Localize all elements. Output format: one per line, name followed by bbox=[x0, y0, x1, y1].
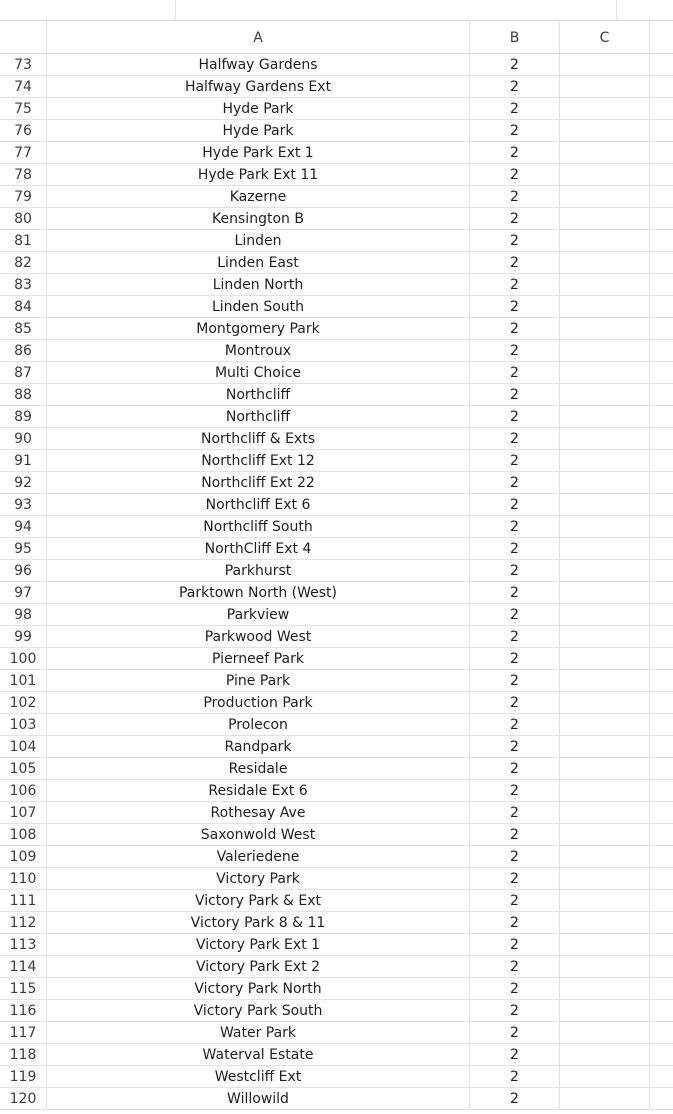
cell-d[interactable] bbox=[650, 406, 673, 427]
cell-d[interactable] bbox=[650, 230, 673, 251]
cell-b[interactable]: 2 bbox=[470, 890, 560, 911]
cell-a[interactable]: Linden East bbox=[47, 252, 470, 273]
cell-c[interactable] bbox=[560, 252, 650, 273]
column-header-b[interactable]: B bbox=[470, 21, 560, 53]
cell-c[interactable] bbox=[560, 76, 650, 97]
cell-b[interactable]: 2 bbox=[470, 516, 560, 537]
cell-b[interactable]: 2 bbox=[470, 758, 560, 779]
cell-c[interactable] bbox=[560, 538, 650, 559]
table-row bbox=[0, 164, 673, 186]
cell-a[interactable]: Valeriedene bbox=[47, 846, 470, 867]
table-row bbox=[0, 934, 673, 956]
cell-b[interactable]: 2 bbox=[470, 934, 560, 955]
cell-d[interactable] bbox=[650, 1088, 673, 1109]
row-number-cell[interactable]: 76 bbox=[0, 120, 47, 141]
cell-a[interactable]: Northcliff South bbox=[47, 516, 470, 537]
table-row bbox=[0, 406, 673, 428]
cell-a[interactable]: Victory Park North bbox=[47, 978, 470, 999]
cell-c[interactable] bbox=[560, 274, 650, 295]
cell-d[interactable] bbox=[650, 648, 673, 669]
table-row bbox=[0, 1000, 673, 1022]
cell-b[interactable]: 2 bbox=[470, 868, 560, 889]
table-row bbox=[0, 560, 673, 582]
cell-c[interactable] bbox=[560, 142, 650, 163]
cell-b[interactable]: 2 bbox=[470, 1066, 560, 1087]
cell-d[interactable] bbox=[650, 714, 673, 735]
cell-a[interactable]: Westcliff Ext bbox=[47, 1066, 470, 1087]
table-row bbox=[0, 846, 673, 868]
row-number-cell[interactable]: 74 bbox=[0, 76, 47, 97]
row-number-cell[interactable]: 116 bbox=[0, 1000, 47, 1021]
cell-c[interactable] bbox=[560, 648, 650, 669]
table-row bbox=[0, 604, 673, 626]
cell-d[interactable] bbox=[650, 890, 673, 911]
cell-d[interactable] bbox=[650, 868, 673, 889]
cell-b[interactable]: 2 bbox=[470, 406, 560, 427]
table-row bbox=[0, 956, 673, 978]
cell-b[interactable]: 2 bbox=[470, 670, 560, 691]
row-number-cell[interactable]: 97 bbox=[0, 582, 47, 603]
row-number-cell[interactable]: 77 bbox=[0, 142, 47, 163]
cell-a[interactable]: Kensington B bbox=[47, 208, 470, 229]
row-number-cell[interactable]: 91 bbox=[0, 450, 47, 471]
row-number-cell[interactable]: 89 bbox=[0, 406, 47, 427]
cell-b[interactable]: 2 bbox=[470, 692, 560, 713]
cell-b[interactable]: 2 bbox=[470, 362, 560, 383]
cell-b[interactable]: 2 bbox=[470, 846, 560, 867]
cell-a[interactable]: Parkview bbox=[47, 604, 470, 625]
cell-c[interactable] bbox=[560, 1000, 650, 1021]
cell-d[interactable] bbox=[650, 516, 673, 537]
cell-c[interactable] bbox=[560, 758, 650, 779]
cell-a[interactable]: Hyde Park Ext 11 bbox=[47, 164, 470, 185]
cell-c[interactable] bbox=[560, 670, 650, 691]
cell-a[interactable]: Northcliff Ext 6 bbox=[47, 494, 470, 515]
cell-b[interactable]: 2 bbox=[470, 780, 560, 801]
table-row bbox=[0, 648, 673, 670]
table-row bbox=[0, 868, 673, 890]
row-number-cell[interactable]: 117 bbox=[0, 1022, 47, 1043]
cell-b[interactable]: 2 bbox=[470, 76, 560, 97]
cell-b[interactable]: 2 bbox=[470, 384, 560, 405]
row-number-cell[interactable]: 108 bbox=[0, 824, 47, 845]
row-number-cell[interactable]: 99 bbox=[0, 626, 47, 647]
cell-c[interactable] bbox=[560, 692, 650, 713]
cell-b[interactable]: 2 bbox=[470, 582, 560, 603]
row-number-cell[interactable]: 111 bbox=[0, 890, 47, 911]
cell-d[interactable] bbox=[650, 780, 673, 801]
cell-c[interactable] bbox=[560, 714, 650, 735]
table-row bbox=[0, 538, 673, 560]
cell-d[interactable] bbox=[650, 384, 673, 405]
cell-c[interactable] bbox=[560, 186, 650, 207]
cell-a[interactable]: Parkwood West bbox=[47, 626, 470, 647]
cell-a[interactable]: Victory Park bbox=[47, 868, 470, 889]
row-number-cell[interactable]: 95 bbox=[0, 538, 47, 559]
cell-a[interactable]: Randpark bbox=[47, 736, 470, 757]
cell-c[interactable] bbox=[560, 516, 650, 537]
cell-b[interactable]: 2 bbox=[470, 450, 560, 471]
cell-d[interactable] bbox=[650, 340, 673, 361]
cell-a[interactable]: Northcliff & Exts bbox=[47, 428, 470, 449]
cell-d[interactable] bbox=[650, 54, 673, 75]
row-number-cell[interactable]: 120 bbox=[0, 1088, 47, 1109]
cell-c[interactable] bbox=[560, 98, 650, 119]
cell-a[interactable]: Victory Park South bbox=[47, 1000, 470, 1021]
table-row bbox=[0, 1044, 673, 1066]
row-number-cell[interactable]: 79 bbox=[0, 186, 47, 207]
cell-d[interactable] bbox=[650, 538, 673, 559]
row-number-cell[interactable]: 103 bbox=[0, 714, 47, 735]
cell-b[interactable]: 2 bbox=[470, 604, 560, 625]
cell-c[interactable] bbox=[560, 560, 650, 581]
cell-c[interactable] bbox=[560, 318, 650, 339]
row-number-cell[interactable]: 84 bbox=[0, 296, 47, 317]
cell-d[interactable] bbox=[650, 362, 673, 383]
cell-d[interactable] bbox=[650, 692, 673, 713]
table-row bbox=[0, 890, 673, 912]
toolbar-divider bbox=[175, 0, 176, 20]
row-number-cell[interactable]: 86 bbox=[0, 340, 47, 361]
column-header-d[interactable] bbox=[650, 21, 673, 53]
cell-b[interactable]: 2 bbox=[470, 1044, 560, 1065]
cell-a[interactable]: Montroux bbox=[47, 340, 470, 361]
table-row bbox=[0, 296, 673, 318]
cell-d[interactable] bbox=[650, 736, 673, 757]
cell-d[interactable] bbox=[650, 626, 673, 647]
cell-d[interactable] bbox=[650, 604, 673, 625]
cell-d[interactable] bbox=[650, 98, 673, 119]
cell-b[interactable]: 2 bbox=[470, 978, 560, 999]
table-row bbox=[0, 142, 673, 164]
cell-d[interactable] bbox=[650, 670, 673, 691]
cell-c[interactable] bbox=[560, 1066, 650, 1087]
cell-c[interactable] bbox=[560, 208, 650, 229]
cell-d[interactable] bbox=[650, 208, 673, 229]
row-number-cell[interactable]: 94 bbox=[0, 516, 47, 537]
cell-a[interactable]: Montgomery Park bbox=[47, 318, 470, 339]
cell-b[interactable]: 2 bbox=[470, 274, 560, 295]
table-row bbox=[0, 1022, 673, 1044]
cell-b[interactable]: 2 bbox=[470, 428, 560, 449]
cell-a[interactable]: Northcliff Ext 22 bbox=[47, 472, 470, 493]
row-number-cell[interactable]: 96 bbox=[0, 560, 47, 581]
cell-a[interactable]: Halfway Gardens bbox=[47, 54, 470, 75]
row-number-cell[interactable]: 85 bbox=[0, 318, 47, 339]
cell-c[interactable] bbox=[560, 846, 650, 867]
cell-d[interactable] bbox=[650, 318, 673, 339]
row-number-cell[interactable]: 78 bbox=[0, 164, 47, 185]
table-row bbox=[0, 318, 673, 340]
cell-a[interactable]: Residale bbox=[47, 758, 470, 779]
table-row bbox=[0, 670, 673, 692]
row-number-cell[interactable]: 102 bbox=[0, 692, 47, 713]
cell-d[interactable] bbox=[650, 142, 673, 163]
cell-a[interactable]: Residale Ext 6 bbox=[47, 780, 470, 801]
table-row bbox=[0, 1088, 673, 1110]
row-number-cell[interactable]: 113 bbox=[0, 934, 47, 955]
row-number-cell[interactable]: 110 bbox=[0, 868, 47, 889]
cell-d[interactable] bbox=[650, 120, 673, 141]
table-row bbox=[0, 252, 673, 274]
table-row bbox=[0, 362, 673, 384]
cell-d[interactable] bbox=[650, 560, 673, 581]
cell-c[interactable] bbox=[560, 406, 650, 427]
row-number-cell[interactable]: 98 bbox=[0, 604, 47, 625]
cell-b[interactable]: 2 bbox=[470, 560, 560, 581]
cell-c[interactable] bbox=[560, 230, 650, 251]
table-row bbox=[0, 208, 673, 230]
row-number-cell[interactable]: 114 bbox=[0, 956, 47, 977]
row-number-cell[interactable]: 109 bbox=[0, 846, 47, 867]
row-number-cell[interactable]: 92 bbox=[0, 472, 47, 493]
cell-c[interactable] bbox=[560, 890, 650, 911]
table-row bbox=[0, 76, 673, 98]
row-number-cell[interactable]: 82 bbox=[0, 252, 47, 273]
row-number-cell[interactable]: 118 bbox=[0, 1044, 47, 1065]
column-header-c[interactable]: C bbox=[560, 21, 650, 53]
cell-d[interactable] bbox=[650, 582, 673, 603]
cell-c[interactable] bbox=[560, 1088, 650, 1109]
table-row bbox=[0, 912, 673, 934]
row-number-cell[interactable]: 80 bbox=[0, 208, 47, 229]
cell-b[interactable]: 2 bbox=[470, 142, 560, 163]
row-number-cell[interactable]: 107 bbox=[0, 802, 47, 823]
table-row bbox=[0, 516, 673, 538]
cell-c[interactable] bbox=[560, 604, 650, 625]
cell-c[interactable] bbox=[560, 494, 650, 515]
cell-a[interactable]: Hyde Park bbox=[47, 98, 470, 119]
cell-d[interactable] bbox=[650, 1044, 673, 1065]
cell-c[interactable] bbox=[560, 912, 650, 933]
table-row bbox=[0, 824, 673, 846]
cell-d[interactable] bbox=[650, 758, 673, 779]
row-number-cell[interactable]: 119 bbox=[0, 1066, 47, 1087]
cell-a[interactable]: Victory Park Ext 2 bbox=[47, 956, 470, 977]
cell-b[interactable]: 2 bbox=[470, 912, 560, 933]
cell-d[interactable] bbox=[650, 186, 673, 207]
cell-c[interactable] bbox=[560, 780, 650, 801]
cell-b[interactable]: 2 bbox=[470, 340, 560, 361]
cell-c[interactable] bbox=[560, 384, 650, 405]
table-row bbox=[0, 274, 673, 296]
table-row bbox=[0, 736, 673, 758]
cell-c[interactable] bbox=[560, 54, 650, 75]
cell-d[interactable] bbox=[650, 1000, 673, 1021]
cell-b[interactable]: 2 bbox=[470, 648, 560, 669]
table-row bbox=[0, 582, 673, 604]
cell-b[interactable]: 2 bbox=[470, 186, 560, 207]
cell-a[interactable]: Parktown North (West) bbox=[47, 582, 470, 603]
row-number-cell[interactable]: 112 bbox=[0, 912, 47, 933]
cell-b[interactable]: 2 bbox=[470, 208, 560, 229]
cell-b[interactable]: 2 bbox=[470, 1022, 560, 1043]
row-number-cell[interactable]: 100 bbox=[0, 648, 47, 669]
cell-d[interactable] bbox=[650, 76, 673, 97]
table-row bbox=[0, 54, 673, 76]
cell-c[interactable] bbox=[560, 362, 650, 383]
cell-d[interactable] bbox=[650, 846, 673, 867]
cell-c[interactable] bbox=[560, 978, 650, 999]
cell-b[interactable]: 2 bbox=[470, 98, 560, 119]
cell-c[interactable] bbox=[560, 934, 650, 955]
cell-b[interactable]: 2 bbox=[470, 54, 560, 75]
cell-b[interactable]: 2 bbox=[470, 626, 560, 647]
row-number-cell[interactable]: 104 bbox=[0, 736, 47, 757]
row-number-cell[interactable]: 87 bbox=[0, 362, 47, 383]
cell-b[interactable]: 2 bbox=[470, 472, 560, 493]
table-row bbox=[0, 978, 673, 1000]
table-row bbox=[0, 1066, 673, 1088]
cell-c[interactable] bbox=[560, 428, 650, 449]
row-number-cell[interactable]: 81 bbox=[0, 230, 47, 251]
cell-d[interactable] bbox=[650, 802, 673, 823]
cell-b[interactable]: 2 bbox=[470, 318, 560, 339]
table-row bbox=[0, 340, 673, 362]
cell-c[interactable] bbox=[560, 164, 650, 185]
cell-a[interactable]: Rothesay Ave bbox=[47, 802, 470, 823]
cell-c[interactable] bbox=[560, 472, 650, 493]
cell-a[interactable]: Halfway Gardens Ext bbox=[47, 76, 470, 97]
row-number-cell[interactable]: 106 bbox=[0, 780, 47, 801]
cell-a[interactable]: Pine Park bbox=[47, 670, 470, 691]
cell-d[interactable] bbox=[650, 252, 673, 273]
cell-b[interactable]: 2 bbox=[470, 252, 560, 273]
cell-d[interactable] bbox=[650, 934, 673, 955]
table-row bbox=[0, 780, 673, 802]
cell-d[interactable] bbox=[650, 1066, 673, 1087]
cell-c[interactable] bbox=[560, 868, 650, 889]
table-row bbox=[0, 120, 673, 142]
cell-a[interactable]: Production Park bbox=[47, 692, 470, 713]
cell-c[interactable] bbox=[560, 956, 650, 977]
cell-d[interactable] bbox=[650, 472, 673, 493]
toolbar-strip bbox=[0, 0, 673, 21]
cell-a[interactable]: Pierneef Park bbox=[47, 648, 470, 669]
cell-a[interactable]: Saxonwold West bbox=[47, 824, 470, 845]
row-number-cell[interactable]: 115 bbox=[0, 978, 47, 999]
cell-d[interactable] bbox=[650, 450, 673, 471]
table-row bbox=[0, 98, 673, 120]
cell-d[interactable] bbox=[650, 978, 673, 999]
row-number-cell[interactable]: 75 bbox=[0, 98, 47, 119]
cell-a[interactable]: Waterval Estate bbox=[47, 1044, 470, 1065]
cell-c[interactable] bbox=[560, 736, 650, 757]
cell-a[interactable]: Prolecon bbox=[47, 714, 470, 735]
cell-d[interactable] bbox=[650, 956, 673, 977]
table-row bbox=[0, 472, 673, 494]
table-row bbox=[0, 692, 673, 714]
cell-a[interactable]: Parkhurst bbox=[47, 560, 470, 581]
table-row bbox=[0, 428, 673, 450]
row-number-cell[interactable]: 101 bbox=[0, 670, 47, 691]
cell-b[interactable]: 2 bbox=[470, 802, 560, 823]
column-header-a[interactable]: A bbox=[47, 21, 470, 53]
row-number-cell[interactable]: 93 bbox=[0, 494, 47, 515]
cell-c[interactable] bbox=[560, 626, 650, 647]
cell-d[interactable] bbox=[650, 824, 673, 845]
cell-c[interactable] bbox=[560, 824, 650, 845]
cell-a[interactable]: Northcliff bbox=[47, 406, 470, 427]
cell-c[interactable] bbox=[560, 1022, 650, 1043]
cell-a[interactable]: Multi Choice bbox=[47, 362, 470, 383]
row-number-cell[interactable]: 73 bbox=[0, 54, 47, 75]
cell-a[interactable]: Kazerne bbox=[47, 186, 470, 207]
cell-c[interactable] bbox=[560, 450, 650, 471]
row-number-cell[interactable]: 105 bbox=[0, 758, 47, 779]
row-number-cell[interactable]: 88 bbox=[0, 384, 47, 405]
cell-d[interactable] bbox=[650, 296, 673, 317]
cell-d[interactable] bbox=[650, 494, 673, 515]
cell-c[interactable] bbox=[560, 802, 650, 823]
table-row bbox=[0, 384, 673, 406]
table-row bbox=[0, 626, 673, 648]
cell-b[interactable]: 2 bbox=[470, 736, 560, 757]
table-row bbox=[0, 230, 673, 252]
select-all-corner[interactable] bbox=[0, 21, 47, 53]
column-header-row bbox=[0, 21, 673, 54]
row-number-cell[interactable]: 83 bbox=[0, 274, 47, 295]
cell-a[interactable]: Hyde Park bbox=[47, 120, 470, 141]
cell-d[interactable] bbox=[650, 1022, 673, 1043]
cell-b[interactable]: 2 bbox=[470, 538, 560, 559]
cell-d[interactable] bbox=[650, 164, 673, 185]
cell-a[interactable]: Victory Park Ext 1 bbox=[47, 934, 470, 955]
cell-c[interactable] bbox=[560, 120, 650, 141]
cell-a[interactable]: Northcliff bbox=[47, 384, 470, 405]
cell-a[interactable]: Linden bbox=[47, 230, 470, 251]
cell-c[interactable] bbox=[560, 1044, 650, 1065]
cell-c[interactable] bbox=[560, 582, 650, 603]
table-row bbox=[0, 186, 673, 208]
cell-c[interactable] bbox=[560, 296, 650, 317]
cell-b[interactable]: 2 bbox=[470, 1088, 560, 1109]
table-row bbox=[0, 494, 673, 516]
cell-d[interactable] bbox=[650, 912, 673, 933]
cell-b[interactable]: 2 bbox=[470, 120, 560, 141]
cell-b[interactable]: 2 bbox=[470, 164, 560, 185]
cell-b[interactable]: 2 bbox=[470, 494, 560, 515]
cell-a[interactable]: Victory Park & Ext bbox=[47, 890, 470, 911]
cell-b[interactable]: 2 bbox=[470, 1000, 560, 1021]
cell-a[interactable]: Willowild bbox=[47, 1088, 470, 1109]
toolbar-divider bbox=[616, 0, 617, 20]
cell-a[interactable]: Northcliff Ext 12 bbox=[47, 450, 470, 471]
table-row bbox=[0, 450, 673, 472]
cell-b[interactable]: 2 bbox=[470, 956, 560, 977]
table-row bbox=[0, 714, 673, 736]
table-row bbox=[0, 802, 673, 824]
cell-b[interactable]: 2 bbox=[470, 824, 560, 845]
cell-a[interactable]: Hyde Park Ext 1 bbox=[47, 142, 470, 163]
cell-a[interactable]: Linden South bbox=[47, 296, 470, 317]
cell-a[interactable]: Linden North bbox=[47, 274, 470, 295]
cell-c[interactable] bbox=[560, 340, 650, 361]
row-number-cell[interactable]: 90 bbox=[0, 428, 47, 449]
cell-b[interactable]: 2 bbox=[470, 296, 560, 317]
cell-a[interactable]: Water Park bbox=[47, 1022, 470, 1043]
cell-d[interactable] bbox=[650, 428, 673, 449]
cell-a[interactable]: NorthCliff Ext 4 bbox=[47, 538, 470, 559]
cell-b[interactable]: 2 bbox=[470, 714, 560, 735]
cell-a[interactable]: Victory Park 8 & 11 bbox=[47, 912, 470, 933]
cell-b[interactable]: 2 bbox=[470, 230, 560, 251]
table-row bbox=[0, 758, 673, 780]
cell-d[interactable] bbox=[650, 274, 673, 295]
